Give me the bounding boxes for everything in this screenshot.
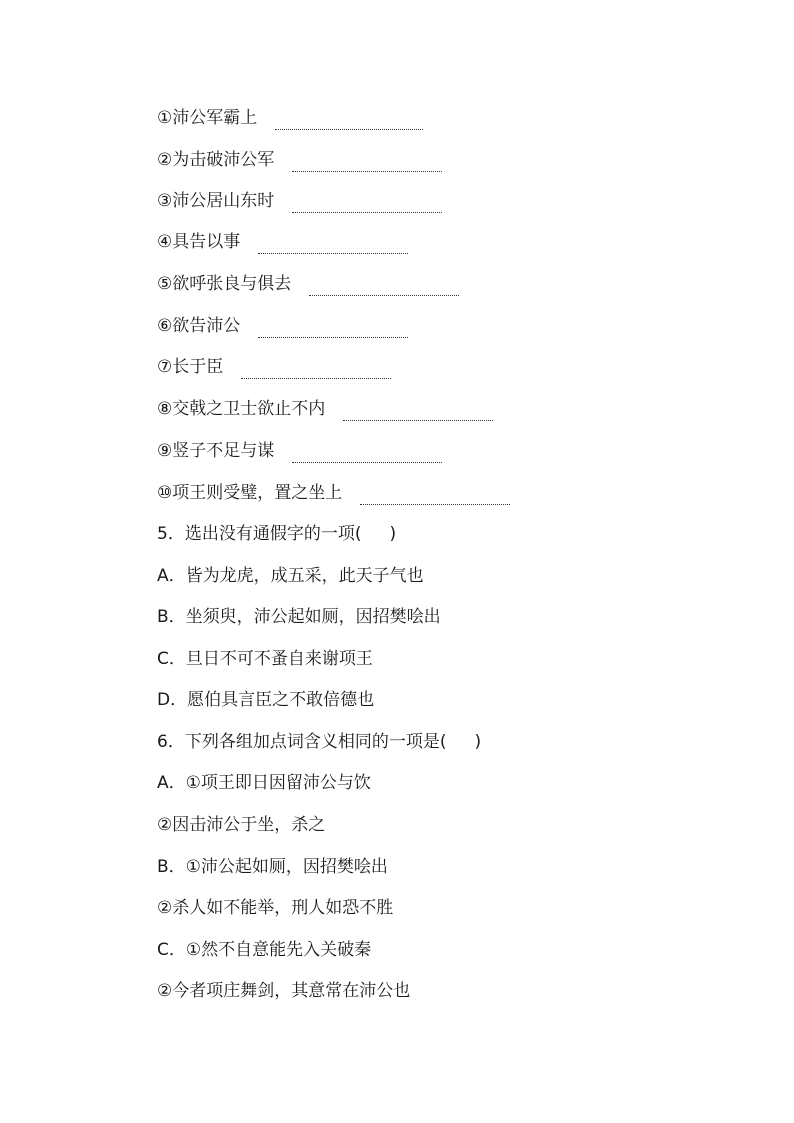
question-5-option-c — [157, 647, 373, 671]
question-5-option-a — [157, 564, 424, 588]
fill-item-3 — [157, 189, 442, 213]
answer-blank[interactable] — [275, 115, 423, 130]
item-text: ③沛公居山东时 — [157, 191, 275, 211]
answer-paren-close: ) — [474, 732, 482, 752]
item-text: ⑤欲呼张良与俱去 — [157, 274, 292, 294]
question-6-line-5 — [157, 938, 371, 962]
fill-item-10 — [157, 481, 510, 505]
item-text: ⑥欲告沛公 — [157, 316, 241, 336]
option-text: ②今者项庄舞剑，其意常在沛公也 — [157, 981, 411, 1001]
option-text: B．坐须臾，沛公起如厕，因招樊哙出 — [157, 607, 441, 627]
fill-item-9 — [157, 439, 442, 463]
answer-blank[interactable] — [258, 323, 408, 338]
item-text: ④具告以事 — [157, 232, 241, 252]
item-text: ①沛公军霸上 — [157, 108, 258, 128]
question-6-line-4 — [157, 896, 393, 920]
item-text: ⑩项王则受璧，置之坐上 — [157, 483, 343, 503]
question-5-stem — [157, 522, 396, 546]
answer-blank[interactable] — [292, 198, 442, 213]
fill-item-2 — [157, 148, 442, 172]
fill-item-4 — [157, 230, 408, 254]
fill-item-5 — [157, 272, 459, 296]
answer-blank[interactable] — [360, 490, 510, 505]
option-text: B．①沛公起如厕，因招樊哙出 — [157, 857, 388, 877]
answer-blank[interactable] — [258, 239, 408, 254]
fill-item-8 — [157, 397, 493, 421]
fill-item-7 — [157, 355, 391, 379]
answer-blank[interactable] — [292, 157, 442, 172]
answer-blank[interactable] — [292, 448, 442, 463]
question-6-stem — [157, 730, 481, 754]
answer-blank[interactable] — [309, 281, 459, 296]
question-5-option-b — [157, 605, 441, 629]
fill-item-1 — [157, 106, 423, 130]
option-text: ②因击沛公于坐，杀之 — [157, 815, 326, 835]
item-text: ②为击破沛公军 — [157, 150, 275, 170]
option-text: C．①然不自意能先入关破秦 — [157, 940, 372, 960]
option-text: A．皆为龙虎，成五采，此天子气也 — [157, 566, 424, 586]
question-6-line-6 — [157, 979, 410, 1003]
question-5-option-d — [157, 688, 374, 712]
question-text: 5．选出没有通假字的一项( — [157, 524, 362, 544]
answer-blank[interactable] — [343, 406, 493, 421]
fill-item-6 — [157, 314, 408, 338]
option-text: C．旦日不可不蚤自来谢项王 — [157, 649, 373, 669]
option-text: A．①项王即日因留沛公与饮 — [157, 773, 371, 793]
answer-blank[interactable] — [241, 364, 391, 379]
item-text: ⑨竖子不足与谋 — [157, 441, 275, 461]
question-text: 6．下列各组加点词含义相同的一项是( — [157, 732, 447, 752]
question-6-line-1 — [157, 771, 371, 795]
option-text: ②杀人如不能举，刑人如恐不胜 — [157, 898, 394, 918]
item-text: ⑦长于臣 — [157, 357, 224, 377]
question-6-line-3 — [157, 855, 388, 879]
option-text: D．愿伯具言臣之不敢倍德也 — [157, 690, 375, 710]
item-text: ⑧交戟之卫士欲止不内 — [157, 399, 326, 419]
answer-paren-close: ) — [389, 524, 397, 544]
question-6-line-2 — [157, 813, 325, 837]
